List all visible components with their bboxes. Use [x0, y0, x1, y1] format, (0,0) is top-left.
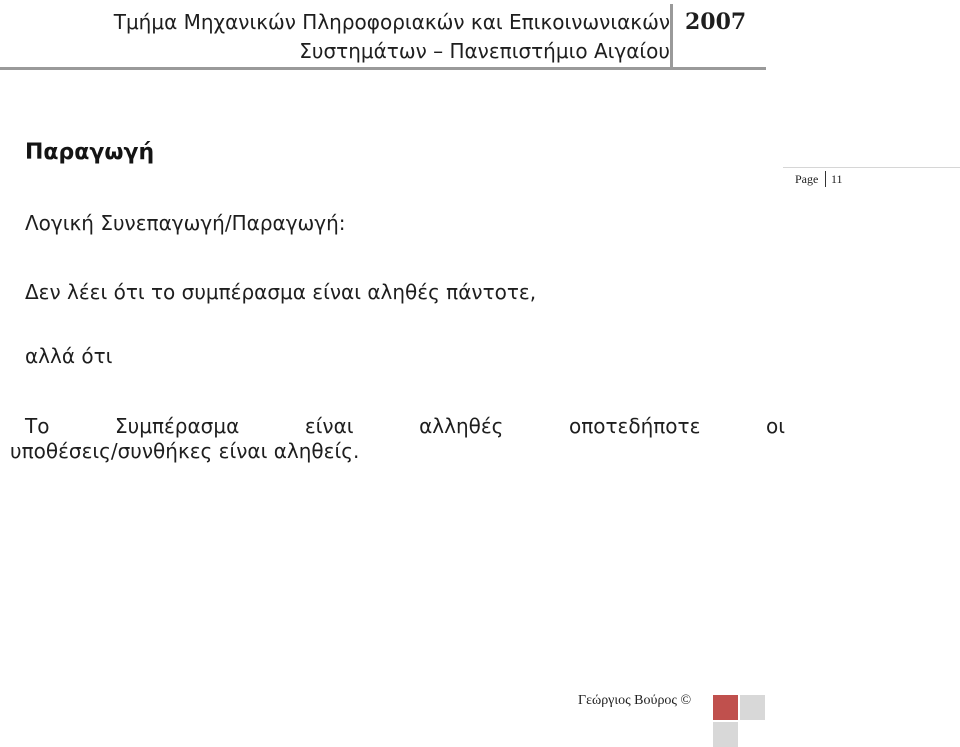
paragraph-but-that: αλλά ότι — [25, 344, 113, 368]
header-divider-vertical — [670, 4, 673, 70]
footer-gray-square — [740, 695, 765, 720]
header-title — [0, 8, 670, 66]
header-year: 2007 — [685, 9, 747, 35]
page-number-separator — [825, 171, 826, 187]
word: αλληθές — [419, 414, 504, 438]
header-title-line1: Τμήμα Μηχανικών Πληροφοριακών και Επικοινωνιακών — [113, 10, 670, 34]
word: οποτεδήποτε — [568, 414, 701, 438]
section-title: Παραγωγή — [25, 140, 155, 165]
word: είναι — [304, 414, 354, 438]
paragraph-definition: Λογική Συνεπαγωγή/Παραγωγή: — [25, 211, 346, 235]
word: Συμπέρασμα — [115, 414, 240, 438]
footer-accent-square — [713, 695, 738, 720]
paragraph-conclusion-line2: υποθέσεις/συνθήκες είναι αληθείς. — [10, 439, 360, 463]
footer-author: Γεώργιος Βούρος © — [578, 693, 692, 708]
paragraph-conclusion — [10, 409, 785, 468]
page-header — [0, 0, 766, 70]
word: Το — [25, 414, 50, 438]
footer-gray-square — [713, 722, 738, 747]
word: οι — [765, 414, 785, 438]
header-title-line2: Συστημάτων – Πανεπιστήμιο Αιγαίου — [299, 39, 670, 63]
header-divider-horizontal — [0, 67, 766, 70]
paragraph-statement: Δεν λέει ότι το συμπέρασμα είναι αληθές πάντοτε, — [25, 280, 537, 304]
page-number-box — [783, 167, 960, 192]
page-label: Page — [795, 172, 819, 186]
page-number: 11 — [831, 172, 843, 186]
